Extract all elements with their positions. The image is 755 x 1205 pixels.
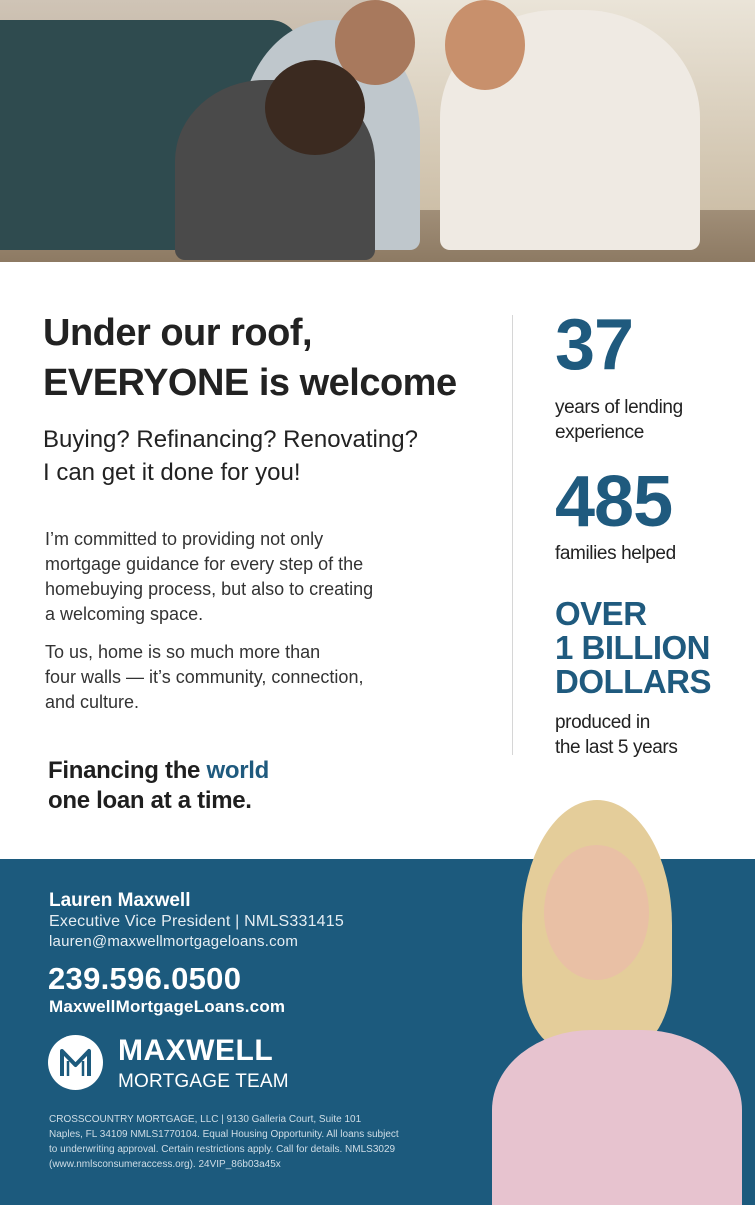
portrait-face	[544, 845, 649, 980]
hero-child-head	[265, 60, 365, 155]
stat-dollars-label	[555, 710, 745, 760]
subheadline	[43, 423, 513, 489]
stat-families-label	[555, 541, 745, 566]
agent-title: Executive Vice President | NMLS331415	[49, 913, 344, 930]
stat-number-line: OVER	[555, 595, 647, 632]
hero-photo	[0, 0, 755, 262]
stat-number-line: DOLLARS	[555, 663, 711, 700]
column-divider	[512, 315, 513, 755]
stat-years-label	[555, 395, 745, 445]
legal-line: to underwriting approval. Certain restrictions apply. Call for details. NMLS3029	[49, 1144, 396, 1155]
agent-website[interactable]: MaxwellMortgageLoans.com	[49, 997, 286, 1016]
agent-phone[interactable]: 239.596.0500	[48, 961, 242, 996]
m-monogram-svg	[58, 1045, 93, 1080]
tagline-accent: world	[206, 757, 269, 784]
headline-line-1: Under our roof,	[43, 312, 313, 354]
stat-families-number: 485	[555, 462, 673, 542]
stat-label-line: years of lending	[555, 397, 683, 418]
tagline	[48, 756, 269, 816]
tagline-line-2: one loan at a time.	[48, 787, 252, 814]
body-line: mortgage guidance for every step of the	[45, 554, 364, 574]
portrait-body	[492, 1030, 742, 1205]
body-line: I’m committed to providing not only	[45, 529, 324, 549]
brand-name: MAXWELL	[118, 1034, 274, 1067]
stat-number-line: 1 BILLION	[555, 629, 711, 666]
subheadline-line-1: Buying? Refinancing? Renovating?	[43, 426, 418, 453]
legal-line: Naples, FL 34109 NMLS1770104. Equal Housing Opportunity. All loans subject	[49, 1129, 399, 1140]
body-line: To us, home is so much more than	[45, 642, 321, 662]
body-line: a welcoming space.	[45, 604, 204, 624]
stat-years-number: 37	[555, 305, 634, 385]
agent-portrait	[482, 800, 755, 1205]
tagline-part-1: Financing the	[48, 757, 207, 784]
legal-line: CROSSCOUNTRY MORTGAGE, LLC | 9130 Galleria Court, Suite 101	[49, 1114, 362, 1125]
body-line: homebuying process, but also to creating	[45, 579, 374, 599]
body-line: four walls — it’s community, connection,	[45, 667, 364, 687]
brand-subtitle: MORTGAGE TEAM	[118, 1071, 289, 1092]
stat-label-line: families helped	[555, 543, 676, 564]
headline-line-2: EVERYONE is welcome	[43, 362, 457, 404]
agent-name: Lauren Maxwell	[49, 890, 191, 911]
body-line: and culture.	[45, 692, 140, 712]
stat-label-line: experience	[555, 422, 644, 443]
stat-label-line: produced in	[555, 712, 650, 733]
headline	[43, 308, 513, 408]
subheadline-line-2: I can get it done for you!	[43, 459, 301, 486]
body-paragraph-1	[45, 527, 475, 627]
agent-email[interactable]: lauren@maxwellmortgageloans.com	[49, 933, 299, 950]
body-paragraph-2	[45, 640, 475, 715]
legal-line: (www.nmlsconsumeraccess.org). 24VIP_86b03a45x	[49, 1159, 281, 1170]
hero-head-2	[445, 0, 525, 90]
stat-label-line: the last 5 years	[555, 737, 678, 758]
legal-disclaimer	[49, 1112, 449, 1172]
stat-dollars-number	[555, 597, 755, 699]
m-monogram-icon	[48, 1035, 103, 1090]
